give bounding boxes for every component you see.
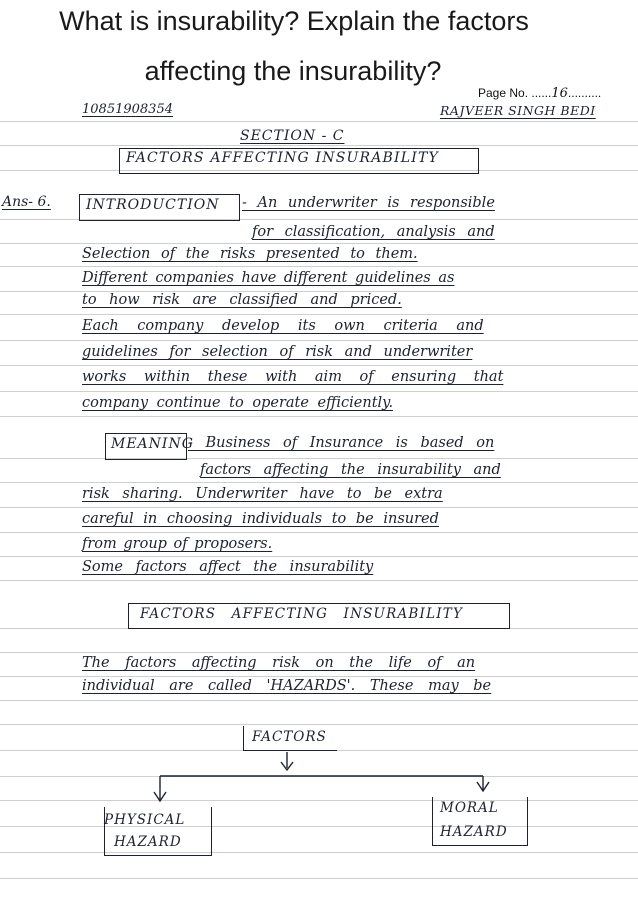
physical-hazard-line-1: PHYSICAL — [104, 812, 186, 828]
factors-line-1: The factors affecting risk on the life of an — [82, 655, 476, 671]
meaning-heading: MEANING — [111, 436, 194, 452]
roll-number: 10851908354 — [82, 102, 173, 117]
meaning-line-5: from group of proposers. — [82, 536, 273, 552]
intro-line-3: Selection of the risks presented to them. — [82, 246, 418, 262]
intro-line-4: Different companies have different guidelines as — [82, 270, 455, 286]
factors-heading: FACTORS AFFECTING INSURABILITY — [140, 606, 464, 622]
intro-line-8: works within these with aim of ensuring that — [82, 369, 504, 385]
moral-hazard-line-2: HAZARD — [440, 824, 508, 840]
question-title-line-1: What is insurability? Explain the factors — [59, 6, 529, 36]
intro-line-2: for classification, analysis and — [252, 224, 495, 240]
intro-line-1: - An underwriter is responsible — [242, 195, 495, 211]
intro-line-7: guidelines for selection of risk and underwriter — [82, 344, 473, 360]
meaning-line-2: factors affecting the insurability and — [200, 462, 501, 478]
intro-line-9: company continue to operate efficiently. — [82, 395, 394, 411]
section-heading: FACTORS AFFECTING INSURABILITY — [126, 150, 439, 166]
page-number-tail: .......... — [567, 86, 602, 100]
meaning-line-1: - Business of Insurance is based on — [188, 435, 495, 451]
meaning-line-3: risk sharing. Underwriter have to be extra — [82, 486, 443, 502]
factors-line-2: individual are called 'HAZARDS'. These may be — [82, 678, 492, 694]
diagram-root-label: FACTORS — [252, 729, 327, 745]
meaning-line-4: careful in choosing individuals to be insured — [82, 511, 439, 527]
intro-heading: INTRODUCTION — [86, 197, 220, 213]
question-title-line-2: affecting the insurability? — [144, 56, 442, 86]
student-name: RAJVEER SINGH BEDI — [440, 103, 596, 118]
physical-hazard-line-2: HAZARD — [114, 834, 182, 850]
page-number-value: 16 — [551, 86, 568, 101]
answer-label: Ans- 6. — [2, 194, 51, 210]
meaning-line-6: Some factors affect the insurability — [82, 559, 374, 575]
moral-hazard-line-1: MORAL — [440, 800, 499, 816]
intro-line-6: Each company develop its own criteria and — [82, 318, 484, 334]
section-label: SECTION - C — [240, 128, 345, 144]
intro-line-5: to how risk are classified and priced. — [82, 292, 402, 308]
page-number-label: Page No. ...... — [478, 86, 552, 100]
